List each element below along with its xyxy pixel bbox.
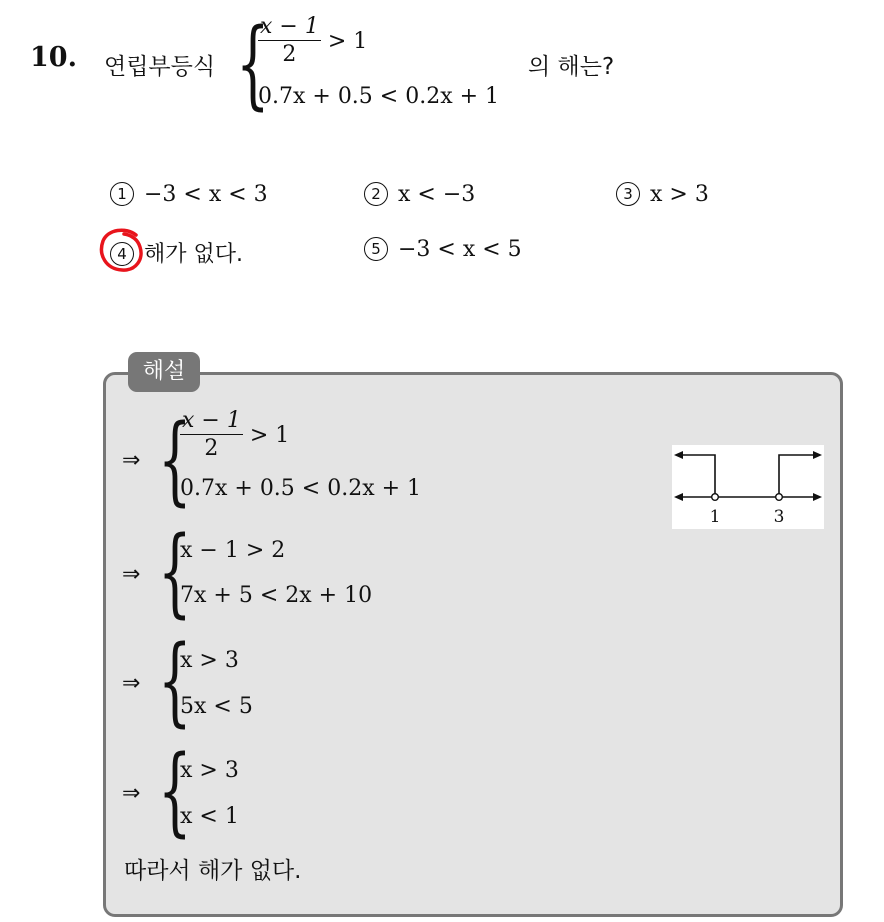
choice-text-4: 해가 없다. xyxy=(144,242,243,267)
step1-eq1 xyxy=(180,408,289,463)
tick-label-1: 1 xyxy=(709,507,721,527)
choice-mark-5: 5 xyxy=(364,237,388,261)
ray-right-arrowhead xyxy=(813,451,822,459)
step2-eq2: 7x + 5 < 2x + 10 xyxy=(180,583,373,608)
step3-brace: { xyxy=(158,625,192,737)
question-eq1 xyxy=(258,14,367,69)
step4-arrow: ⇒ xyxy=(122,781,141,806)
step3-eq2: 5x < 5 xyxy=(180,694,253,719)
question-number: 10. xyxy=(30,42,77,73)
step2-eq1: x − 1 > 2 xyxy=(180,538,286,563)
step1-denominator: 2 xyxy=(204,436,219,461)
number-line-svg xyxy=(672,445,824,529)
step3-eq1: x > 3 xyxy=(180,648,239,673)
open-point-3 xyxy=(776,494,783,501)
choice-2[interactable] xyxy=(364,182,475,207)
solution-conclusion: 따라서 해가 없다. xyxy=(124,858,302,884)
question-eq1-denominator: 2 xyxy=(282,42,297,67)
choice-5[interactable] xyxy=(364,237,522,262)
choice-text-2: x < −3 xyxy=(398,182,476,207)
question-suffix: 의 해는? xyxy=(528,54,615,80)
step4-brace: { xyxy=(158,735,192,847)
choice-3[interactable] xyxy=(616,182,709,207)
choice-mark-4: 4 xyxy=(110,242,134,266)
step1-eq2: 0.7x + 0.5 < 0.2x + 1 xyxy=(180,476,422,501)
step2-arrow: ⇒ xyxy=(122,562,141,587)
open-point-1 xyxy=(712,494,719,501)
question-prefix: 연립부등식 xyxy=(104,54,216,80)
step4-eq1: x > 3 xyxy=(180,758,239,783)
step3-arrow: ⇒ xyxy=(122,671,141,696)
choice-mark-1: 1 xyxy=(110,182,134,206)
answer-circle-mark xyxy=(96,225,148,275)
question-eq1-numerator: x − 1 xyxy=(260,14,319,39)
step1-rhs: > 1 xyxy=(249,423,290,448)
tick-label-3: 3 xyxy=(773,507,785,527)
axis-left-arrowhead xyxy=(674,493,683,501)
choice-mark-2: 2 xyxy=(364,182,388,206)
choice-text-5: −3 < x < 5 xyxy=(398,237,522,262)
question-eq1-rhs: > 1 xyxy=(327,29,368,54)
ray-less-than-1 xyxy=(678,455,715,497)
system-brace: { xyxy=(236,8,270,120)
step1-brace: { xyxy=(158,404,192,516)
ray-left-arrowhead xyxy=(674,451,683,459)
question-eq2: 0.7x + 0.5 < 0.2x + 1 xyxy=(258,84,500,109)
step1-numerator: x − 1 xyxy=(182,408,241,433)
ray-greater-than-3 xyxy=(779,455,818,497)
step2-brace: { xyxy=(158,516,192,628)
choice-1[interactable] xyxy=(110,182,268,207)
choice-text-1: −3 < x < 3 xyxy=(144,182,268,207)
number-line-diagram xyxy=(672,445,824,529)
solution-tag: 해설 xyxy=(128,352,200,392)
axis-right-arrowhead xyxy=(813,493,822,501)
step4-eq2: x < 1 xyxy=(180,804,239,829)
choice-mark-3: 3 xyxy=(616,182,640,206)
choice-text-3: x > 3 xyxy=(650,182,709,207)
step1-arrow: ⇒ xyxy=(122,448,141,473)
